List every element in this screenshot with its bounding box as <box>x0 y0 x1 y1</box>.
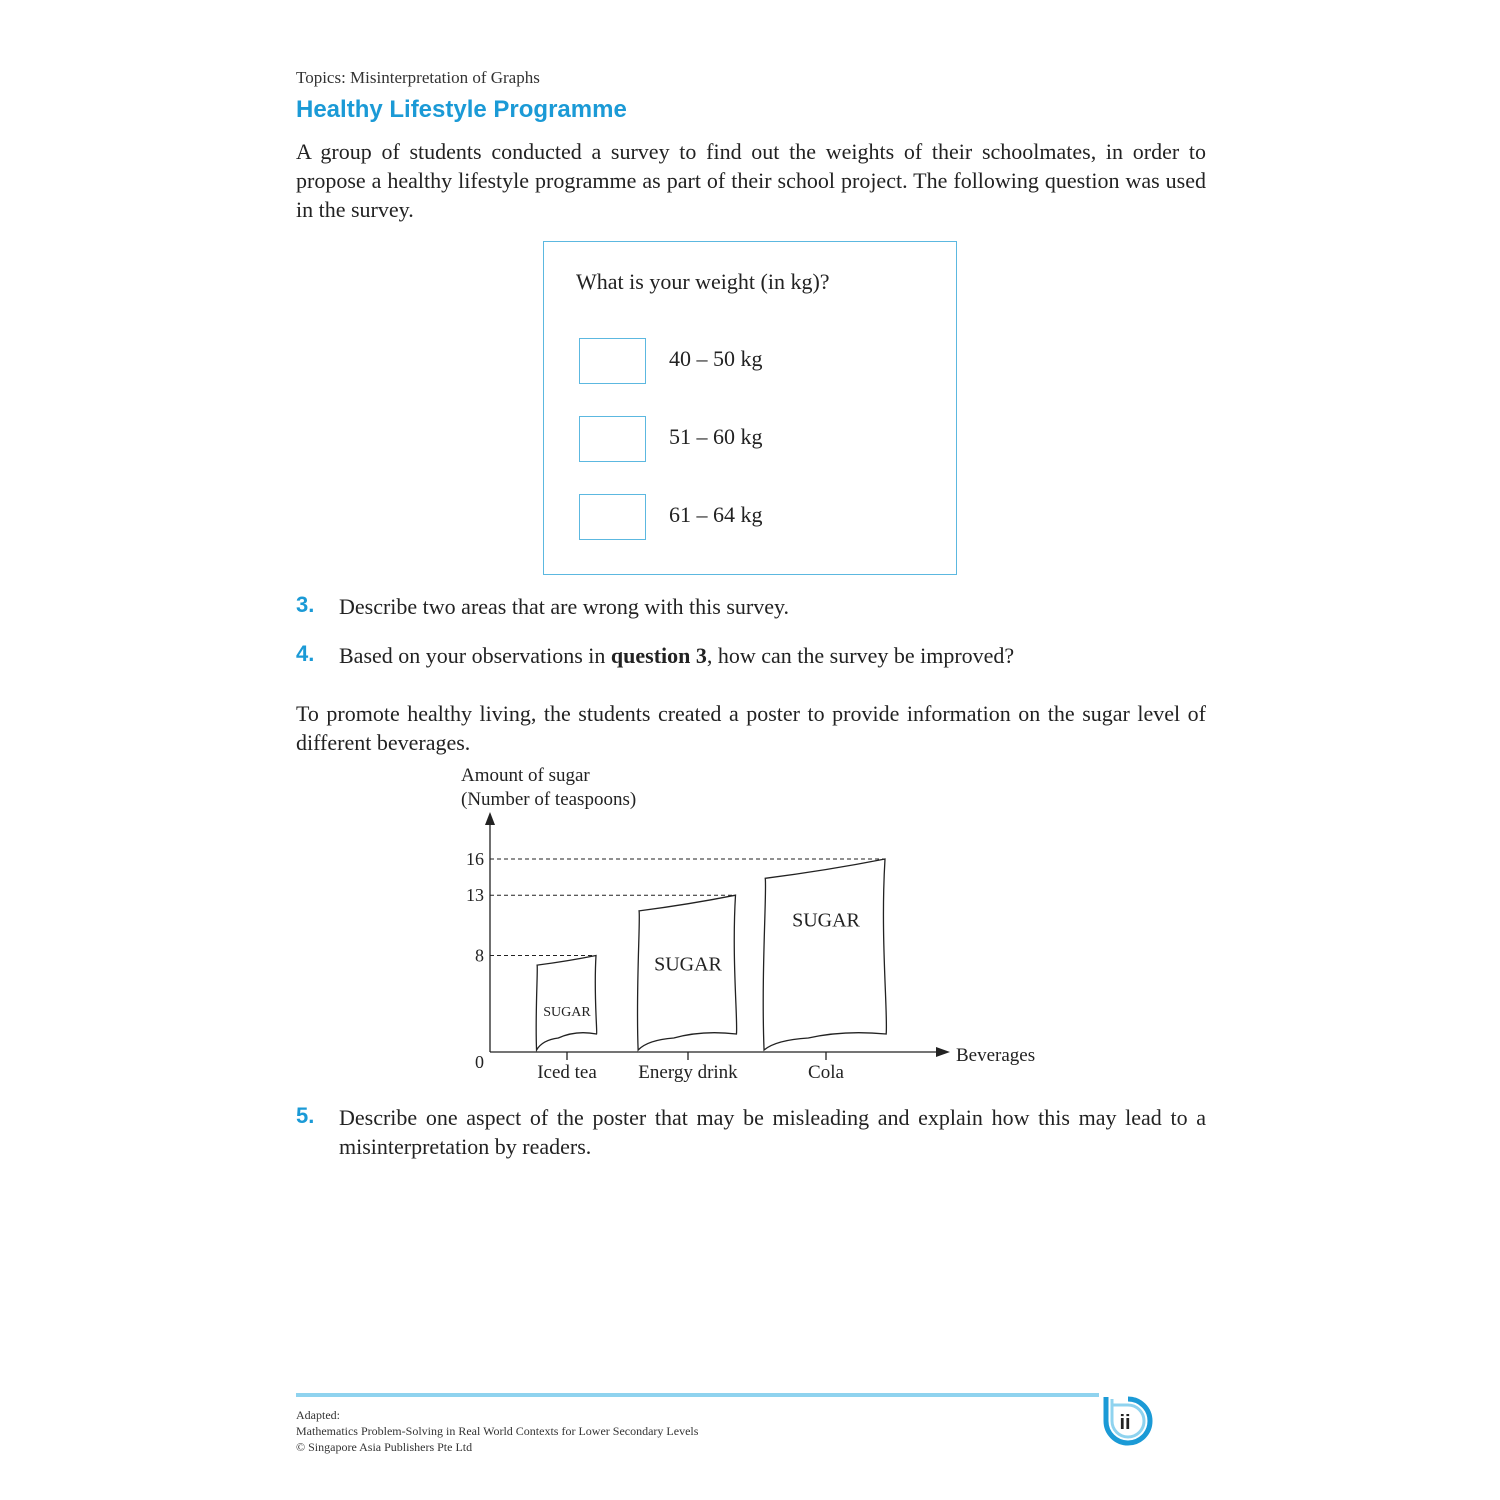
survey-option <box>579 494 879 540</box>
page-number: ii <box>1119 1412 1131 1434</box>
footer-credits <box>296 1407 698 1455</box>
page-title: Healthy Lifestyle Programme <box>296 96 627 123</box>
survey-question: What is your weight (in kg)? <box>576 269 830 294</box>
y-axis-arrow-icon <box>485 812 495 825</box>
footer-divider <box>296 1393 1099 1397</box>
poster-intro-paragraph: To promote healthy living, the students created a poster to provide information on the sugar level of different beverages. <box>296 701 1206 755</box>
y-tick-label: 13 <box>466 885 484 906</box>
question-reference: question 3 <box>610 643 707 668</box>
question-number: 3. <box>296 592 315 617</box>
option-label: 51 – 60 kg <box>669 424 763 449</box>
survey-option <box>579 416 879 462</box>
question-number: 5. <box>296 1103 315 1128</box>
y-tick-label: 8 <box>475 945 484 966</box>
question-text: Based on your observations in question 3, how can the survey be improved? <box>339 643 1015 668</box>
sugar-chart <box>440 760 1080 1090</box>
question-3 <box>296 592 1206 624</box>
footer-line-2: Mathematics Problem-Solving in Real World Contexts for Lower Secondary Levels <box>296 1424 699 1438</box>
option-label: 40 – 50 kg <box>669 346 763 371</box>
sugar-sack-bar <box>536 956 597 1051</box>
footer-line-3: © Singapore Asia Publishers Pte Ltd <box>296 1440 473 1454</box>
x-tick-label: Energy drink <box>638 1062 738 1083</box>
option-checkbox[interactable] <box>579 338 646 384</box>
y-axis-label-line2: (Number of teaspoons) <box>461 789 637 810</box>
x-axis-label: Beverages <box>956 1045 1036 1066</box>
question-text: Describe one aspect of the poster that may be misleading and explain how this may lead to a misinterpretation by readers. <box>339 1105 1206 1159</box>
y-tick-label: 16 <box>466 849 484 869</box>
survey-option <box>579 338 879 384</box>
x-tick-label: Iced tea <box>537 1062 597 1083</box>
question-number: 4. <box>296 641 315 666</box>
question-4 <box>296 641 1206 673</box>
x-axis-arrow-icon <box>936 1047 950 1057</box>
option-label: 61 – 64 kg <box>669 502 763 527</box>
option-checkbox[interactable] <box>579 416 646 462</box>
bar-label: SUGAR <box>543 1005 591 1020</box>
bar-label: SUGAR <box>654 953 722 976</box>
option-checkbox[interactable] <box>579 494 646 540</box>
page-number-badge <box>1098 1393 1158 1453</box>
y-tick-label: 0 <box>475 1052 484 1072</box>
sugar-sack-bar <box>763 859 886 1050</box>
topic-line: Topics: Misinterpretation of Graphs <box>296 68 540 87</box>
survey-question-box <box>543 241 957 575</box>
footer-line-1: Adapted: <box>296 1408 340 1422</box>
x-tick-label: Cola <box>808 1062 844 1083</box>
intro-paragraph: A group of students conducted a survey to find out the weights of their schoolmates, in order to propose a healthy lifestyle programme as part of their school project. The following question was used in the survey. <box>296 139 1206 222</box>
question-text: Describe two areas that are wrong with this survey. <box>339 594 790 619</box>
y-axis-label-line1: Amount of sugar <box>461 765 590 786</box>
question-5 <box>296 1103 1206 1163</box>
bar-label: SUGAR <box>792 909 860 932</box>
